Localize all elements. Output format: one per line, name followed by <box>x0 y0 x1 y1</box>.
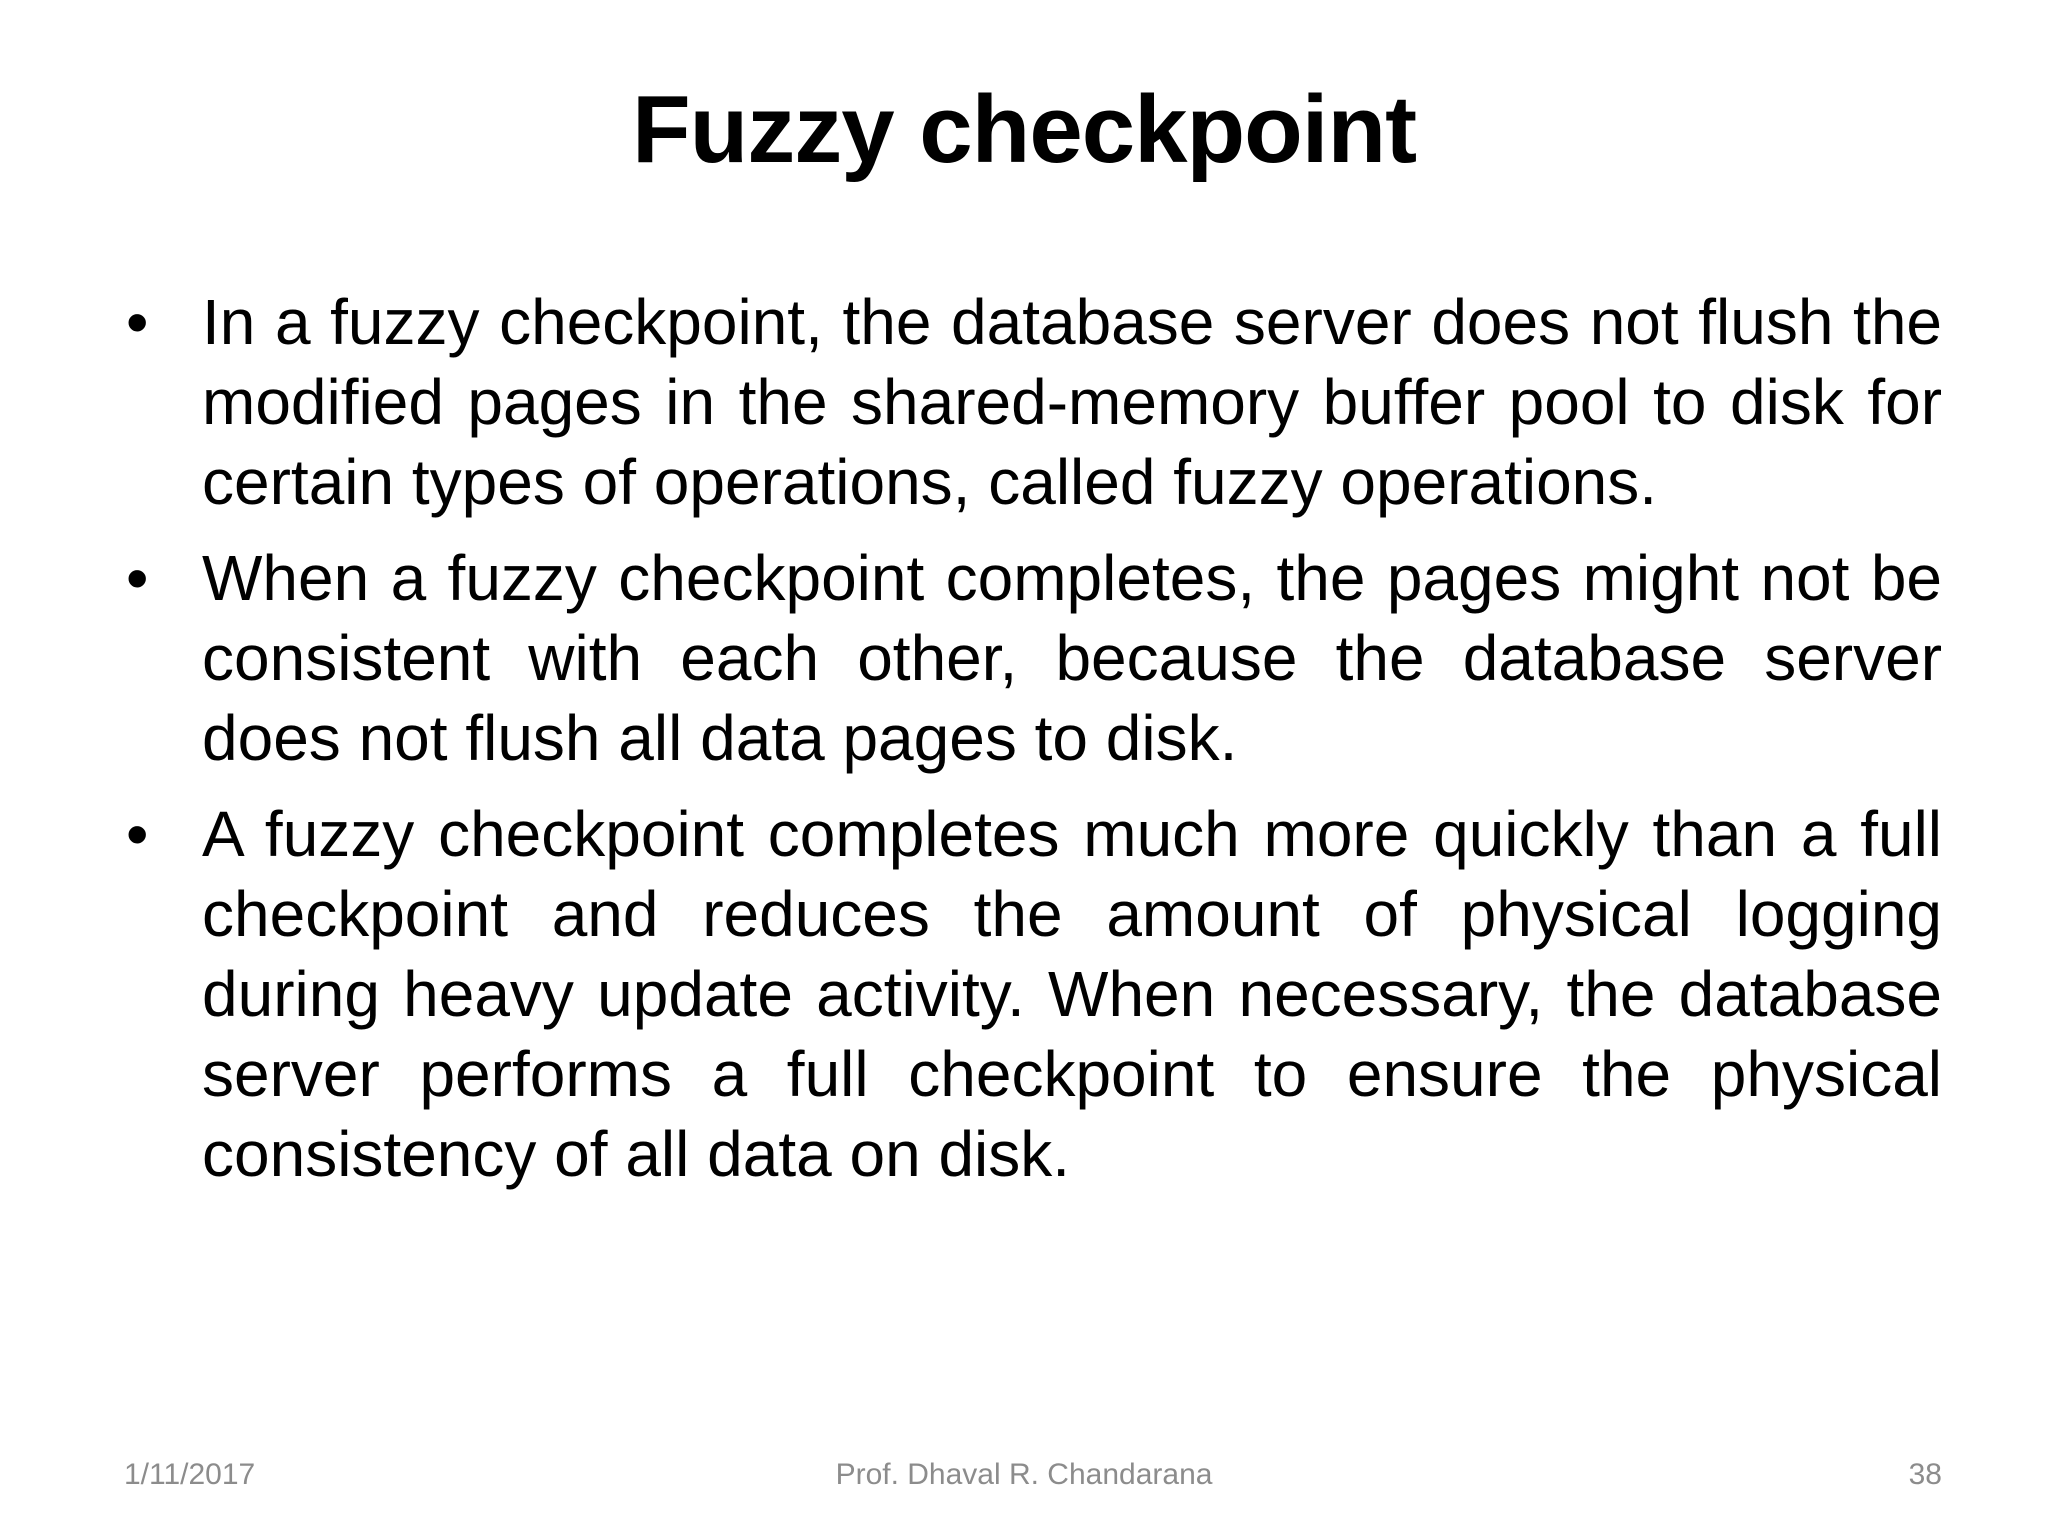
footer-date: 1/11/2017 <box>124 1458 256 1491</box>
bullet-item <box>120 282 1942 522</box>
bullet-item <box>120 538 1942 778</box>
bullet-item <box>120 794 1942 1194</box>
bullet-text: In a fuzzy checkpoint, the database server does not flush the modified pages in the shared-memory buffer pool to disk for certain types of operations, called fuzzy operations. <box>202 286 1942 518</box>
footer-author: Prof. Dhaval R. Chandarana <box>835 1458 1213 1491</box>
bullet-marker: • <box>126 798 149 870</box>
footer-page-number: 38 <box>1908 1458 1942 1491</box>
bullet-text: A fuzzy checkpoint completes much more quickly than a full checkpoint and reduces the amount of physical logging during heavy update activity. When necessary, the database server performs a full checkpoint to ensure the physical consistency of all data on disk. <box>202 798 1942 1190</box>
slide-title: Fuzzy checkpoint <box>631 76 1417 183</box>
bullet-list <box>120 282 1942 1210</box>
bullet-marker: • <box>126 286 149 358</box>
bullet-text: When a fuzzy checkpoint completes, the pages might not be consistent with each other, because the database server does not flush all data pages to disk. <box>202 542 1942 774</box>
bullet-marker: • <box>126 542 149 614</box>
